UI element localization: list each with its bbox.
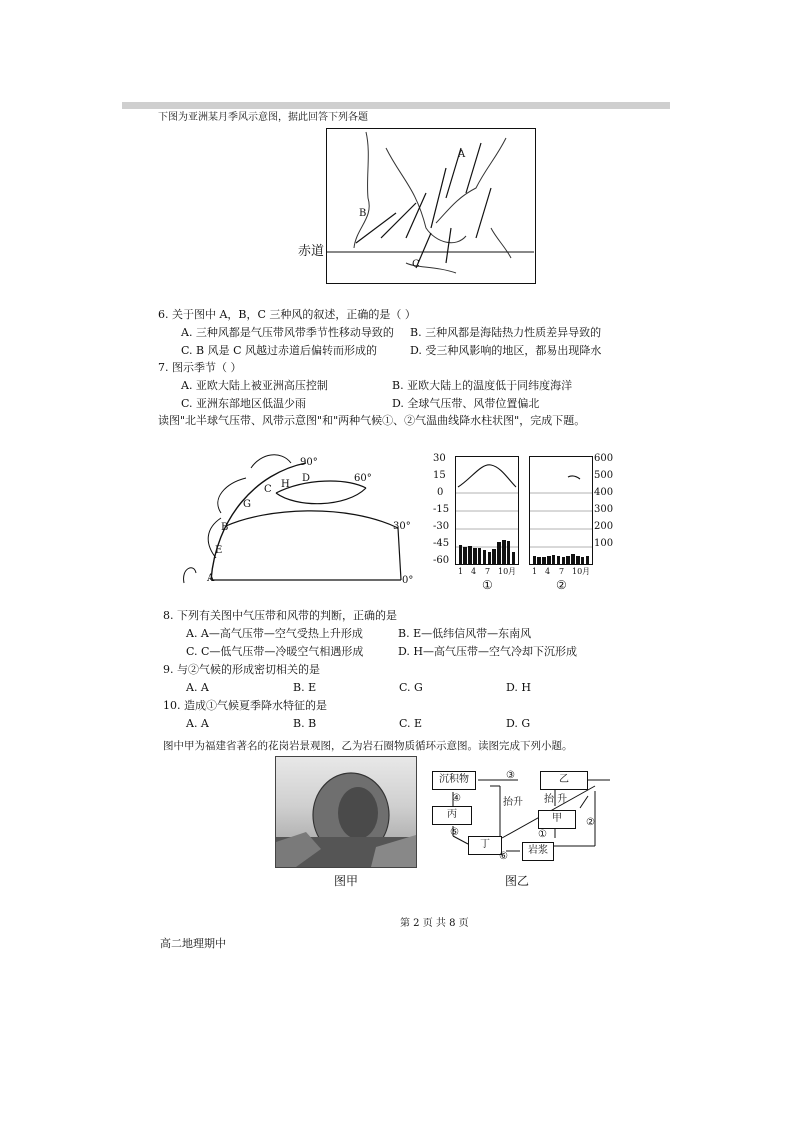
precip-tick-200: 200 [594,521,614,532]
lat-60: 60° [354,473,372,484]
precip-tick-500: 500 [594,470,614,481]
page-number: 第 2 页 共 8 页 [400,918,469,929]
chart-1-bar-7 [488,552,492,564]
temp-axis [433,452,455,564]
q6-option-b: B. 三种风都是海陆热力性质差异导致的 [410,326,602,339]
chart-1-frame [455,456,519,565]
q8-option-b: B. E—低纬信风带—东南风 [398,627,532,640]
precip-axis [592,452,614,564]
map-label-a: A [458,149,466,160]
chart-2-bar-8 [566,556,570,564]
q6-option-d: D. 受三种风影响的地区，都易出现降水 [410,344,602,357]
node-sediment: 沉积物 [432,771,476,790]
q7-option-a: A. 亚欧大陆上被亚洲高压控制 [181,379,328,392]
q7-stem: 7. 图示季节（ ） [158,361,242,374]
chart-2-month-7: 7 [559,567,565,576]
belts-intro: 读图"北半球气压带、风带示意图"和"两种气候①、②气温曲线降水柱状图"，完成下题。 [158,414,586,427]
q7-option-c: C. 亚洲东部地区低温少雨 [181,397,307,410]
precip-tick-400: 400 [594,487,614,498]
chart-2-month-4: 4 [545,567,551,576]
lat-30: 30° [393,521,411,532]
precip-tick-100: 100 [594,538,614,549]
temp-tick-15: 15 [433,470,446,481]
chart-2-precip-bars [532,504,590,564]
node-jia: 甲 [538,810,576,829]
chart-1-label: ① [482,578,493,592]
q9-option-d: D. H [506,681,532,694]
q10-option-b: B. B [293,717,317,730]
chart-1-bar-4 [473,548,477,564]
chart-2-bar-2 [537,557,541,564]
chart-1-month-10: 10 [498,567,509,576]
arrow-num-3: ③ [506,770,515,781]
q9-stem: 9. 与②气候的形成密切相关的是 [163,663,320,676]
q6-option-c: C. B 风是 C 风越过赤道后偏转而形成的 [181,344,378,357]
lat-0: 0° [402,575,414,586]
q8-option-c: C. C—低气压带—冷暖空气相遇形成 [186,645,364,658]
arrow-num-5: ⑤ [450,827,459,838]
belt-label-g: G [243,499,251,510]
lat-90: 90° [300,457,318,468]
chart-2-bar-5 [552,555,556,564]
chart-1-month-4: 4 [471,567,477,576]
temp-tick-0: 0 [437,487,444,498]
chart-2-bar-3 [542,557,546,564]
temp-tick-m45: -45 [433,538,450,549]
q10-option-d: D. G [506,717,531,730]
chart-2-bar-9 [571,554,575,564]
chart-2-bar-1 [533,556,537,564]
chart-2-bar-7 [562,557,566,564]
arrow-num-6: ⑥ [499,851,508,862]
belt-label-d: D [302,473,311,484]
chart-2-bar-10 [576,556,580,564]
chart-1-bar-11 [507,541,511,564]
chart-1-bar-5 [478,548,482,564]
chart-1-bar-12 [512,552,516,564]
pressure-belt-diagram [176,448,416,594]
map-label-b: B [359,208,367,219]
q9-option-a: A. A [186,681,209,694]
chart-2-frame [529,456,593,565]
climate-charts [433,452,613,597]
arrow-num-2: ② [586,817,595,828]
temp-tick-m30: -30 [433,521,450,532]
temp-tick-30: 30 [433,453,446,464]
label-uplift: 抬升 [503,797,523,808]
chart-1-month-1: 1 [458,567,464,576]
q7-option-b: B. 亚欧大陆上的温度低于同纬度海洋 [392,379,573,392]
caption-yi: 图乙 [505,874,530,888]
q6-stem: 6. 关于图中 A，B，C 三种风的叙述，正确的是（ ） [158,308,416,321]
chart-2-month-10: 10 [572,567,583,576]
temp-tick-m15: -15 [433,504,450,515]
q10-stem: 10. 造成①气候夏季降水特征的是 [163,699,327,712]
rock-intro: 图中甲为福建省著名的花岗岩景观图，乙为岩石圈物质循环示意图。读图完成下列小题。 [163,740,573,752]
granite-photo [275,756,417,868]
arrow-num-1: ① [538,829,547,840]
q8-stem: 8. 下列有关图中气压带和风带的判断，正确的是 [163,609,397,622]
rock-cycle-diagram [430,766,640,866]
equator-label: 赤道 [298,244,325,259]
chart-2-bar-12 [586,556,590,564]
q9-option-b: B. E [293,681,317,694]
belt-label-b: B [221,522,229,533]
q8-option-a: A. A—高气压带—空气受热上升形成 [186,627,363,640]
precip-tick-300: 300 [594,504,614,515]
belt-label-c: C [264,484,272,495]
arrow-num-4: ④ [452,793,461,804]
footer-title: 高二地理期中 [160,937,226,950]
chart-1-bar-3 [468,546,472,564]
monsoon-map [296,128,536,286]
chart-2-label: ② [556,578,567,592]
chart-1-month-7: 7 [485,567,491,576]
page-top-bar [122,102,670,109]
chart-1-bar-2 [463,547,467,564]
chart-2-bar-4 [547,556,551,564]
belt-label-h: H [281,479,290,490]
chart-2-month-unit: 月 [582,567,590,576]
belt-label-a: A [207,573,215,584]
granite-rock-illustration [276,757,416,867]
chart-1-month-unit: 月 [508,567,516,576]
node-yi: 乙 [540,771,588,790]
q7-option-d: D. 全球气压带、风带位置偏北 [392,397,540,410]
chart-1-bar-8 [492,549,496,564]
temp-tick-m60: -60 [433,555,450,566]
chart-2-bar-6 [557,556,561,564]
chart-1-precip-bars [458,504,516,564]
precip-tick-600: 600 [594,453,614,464]
chart-2-bar-11 [581,557,585,564]
node-ding: 丁 [468,836,502,855]
caption-jia: 图甲 [334,874,359,888]
q10-option-a: A. A [186,717,209,730]
q10-option-c: C. E [399,717,423,730]
node-bing: 丙 [432,806,472,825]
chart-2-month-1: 1 [532,567,538,576]
belt-label-e: E [215,545,223,556]
node-magma: 岩浆 [522,842,554,861]
chart-1-bar-6 [483,550,487,564]
chart-1-bar-10 [502,540,506,564]
map-label-c: C [412,259,420,270]
chart-1-bar-1 [459,545,463,564]
q9-option-c: C. G [399,681,423,694]
label-uplift-2: 抬 升 [544,794,568,805]
map-intro: 下图为亚洲某月季风示意图，据此回答下列各题 [158,112,368,123]
q8-option-d: D. H—高气压带—空气冷却下沉形成 [398,645,578,658]
q6-option-a: A. 三种风都是气压带风带季节性移动导致的 [181,326,394,339]
chart-1-bar-9 [497,542,501,564]
